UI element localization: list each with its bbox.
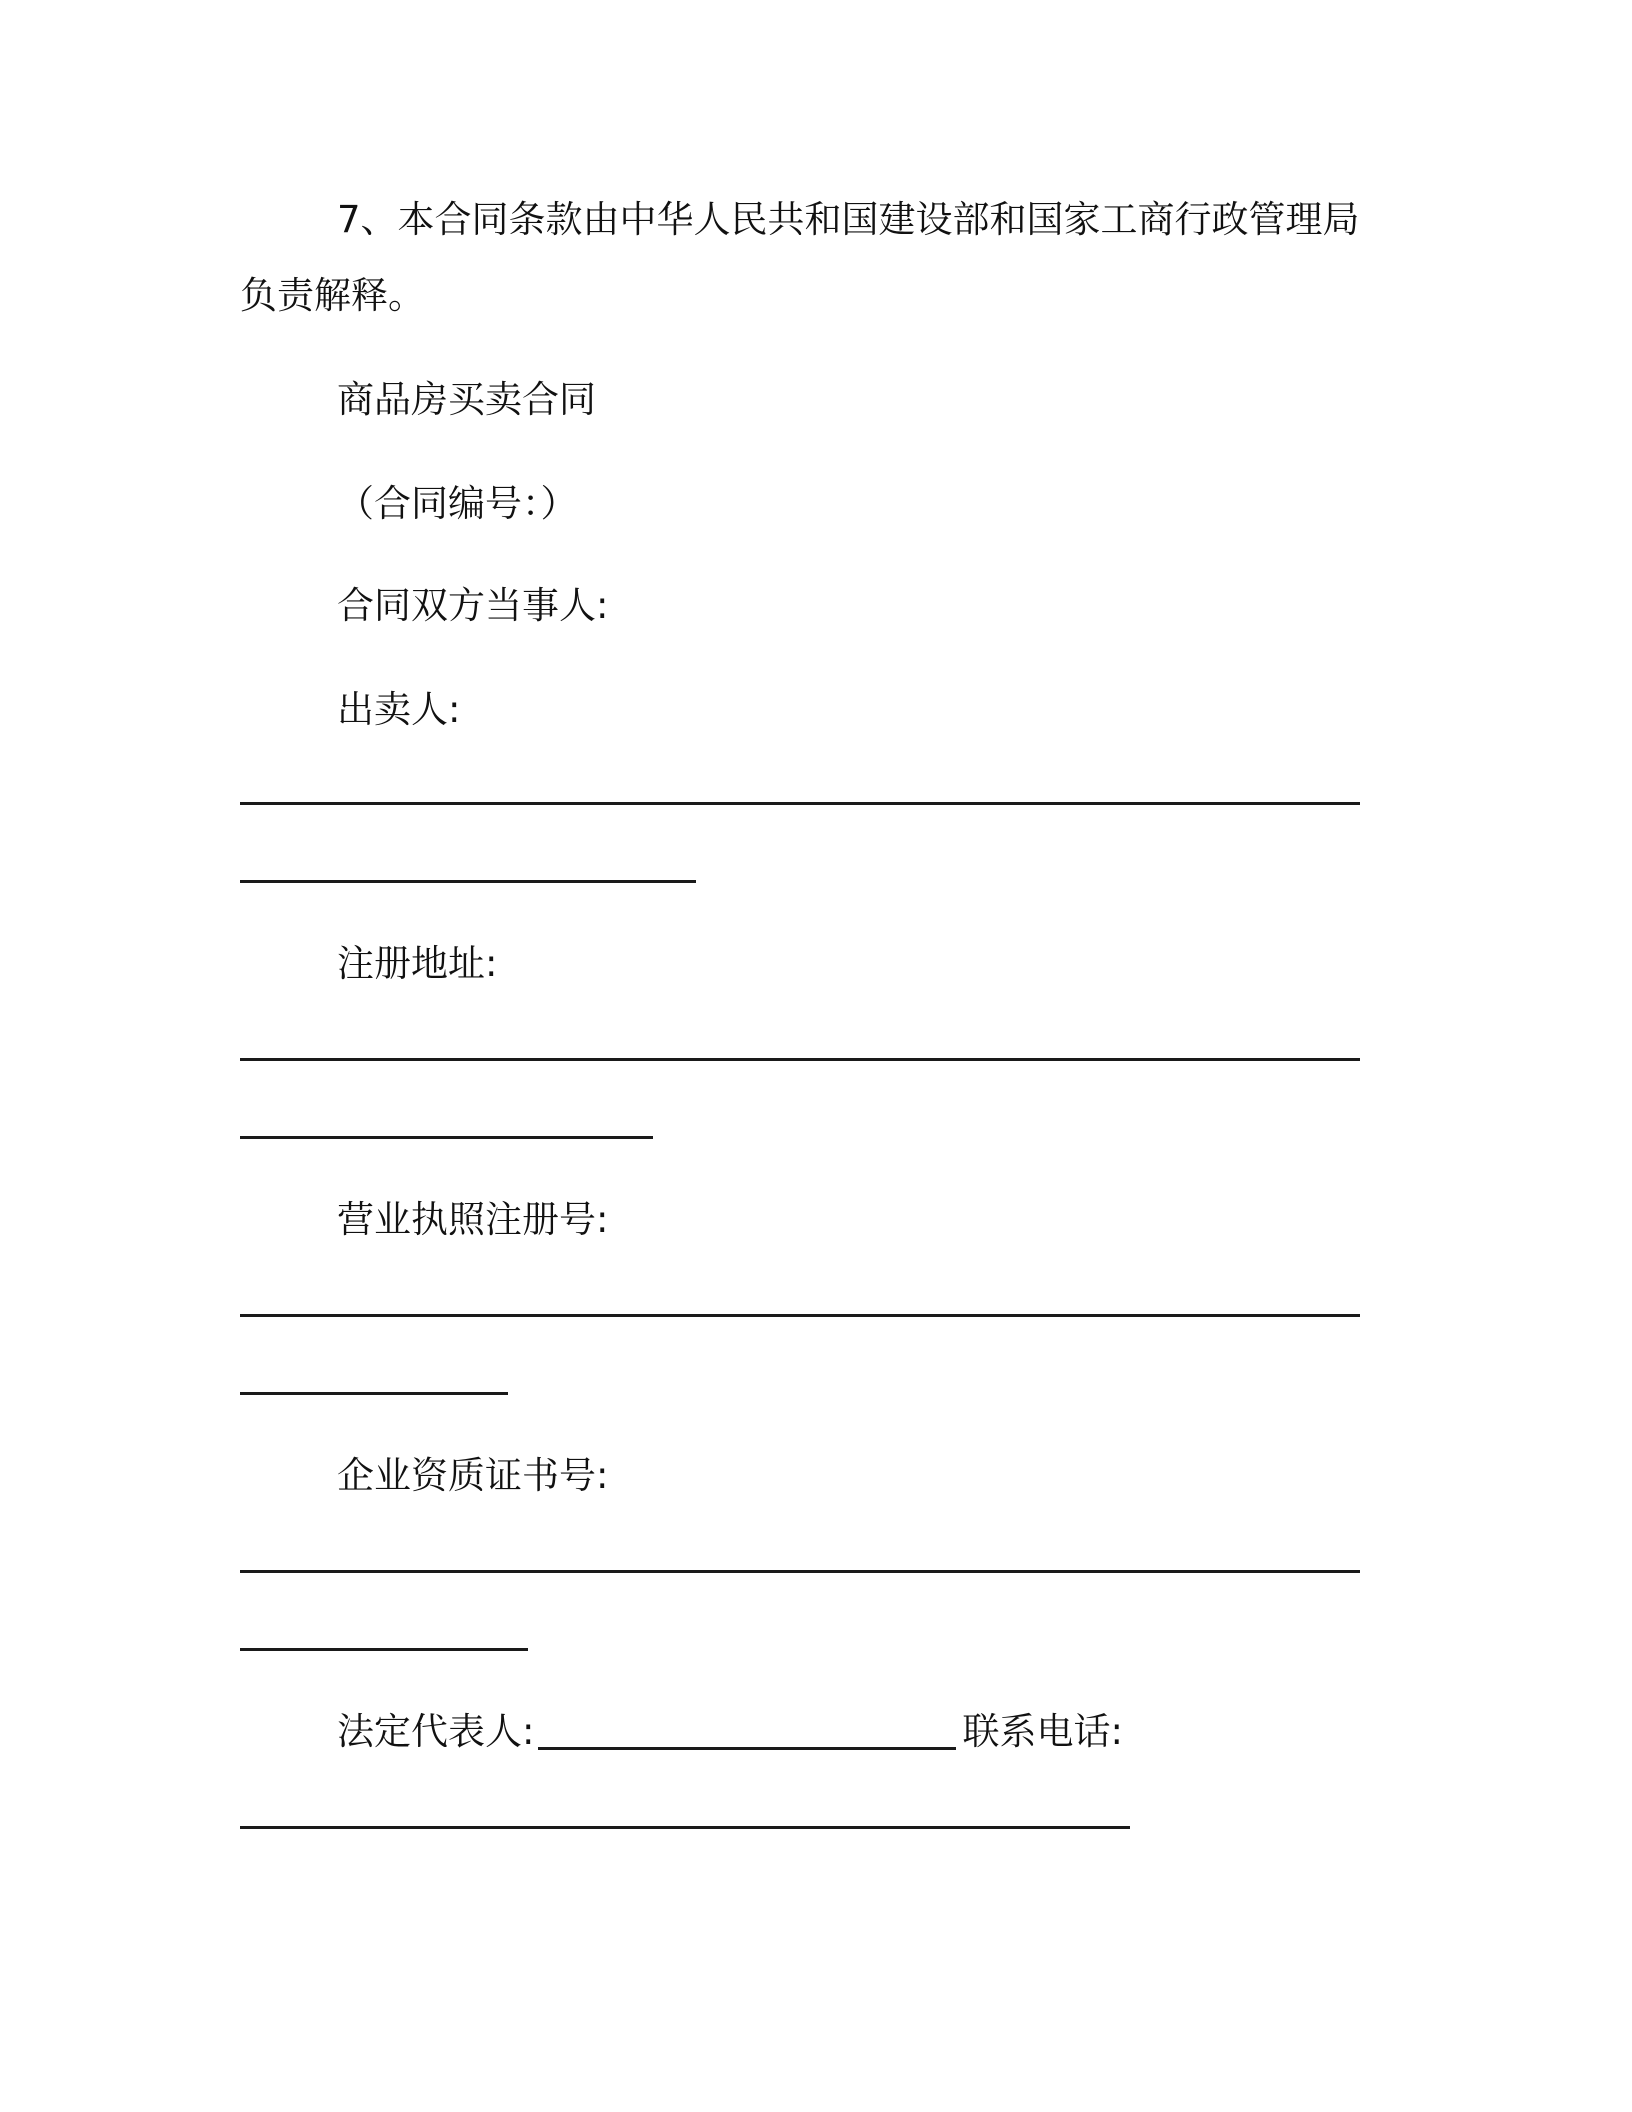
license-blank-line-1[interactable] [240,1314,1360,1317]
clause-7-line-2: 负责解释。 [240,274,425,317]
address-blank-line-1[interactable] [240,1058,1360,1061]
qualification-label: 企业资质证书号: [337,1454,609,1497]
contract-number: （合同编号：） [337,482,578,525]
phone-blank-line[interactable] [240,1826,1130,1829]
address-label: 注册地址: [337,942,498,985]
address-blank-line-2[interactable] [240,1136,653,1139]
contract-title: 商品房买卖合同 [337,378,596,421]
legal-rep-row [337,1708,1123,1756]
seller-label: 出卖人: [337,688,461,731]
legal-rep-label: 法定代表人: [337,1710,535,1753]
license-label: 营业执照注册号: [337,1198,609,1241]
qualification-blank-line-2[interactable] [240,1648,528,1651]
seller-blank-line-2[interactable] [240,880,696,883]
parties-heading: 合同双方当事人: [337,584,609,627]
phone-label: 联系电话: [962,1710,1123,1753]
license-blank-line-2[interactable] [240,1392,508,1395]
clause-7-line-1: 7、本合同条款由中华人民共和国建设部和国家工商行政管理局 [337,198,1360,241]
qualification-blank-line-1[interactable] [240,1570,1360,1573]
legal-rep-blank[interactable] [538,1747,956,1750]
seller-blank-line-1[interactable] [240,802,1360,805]
